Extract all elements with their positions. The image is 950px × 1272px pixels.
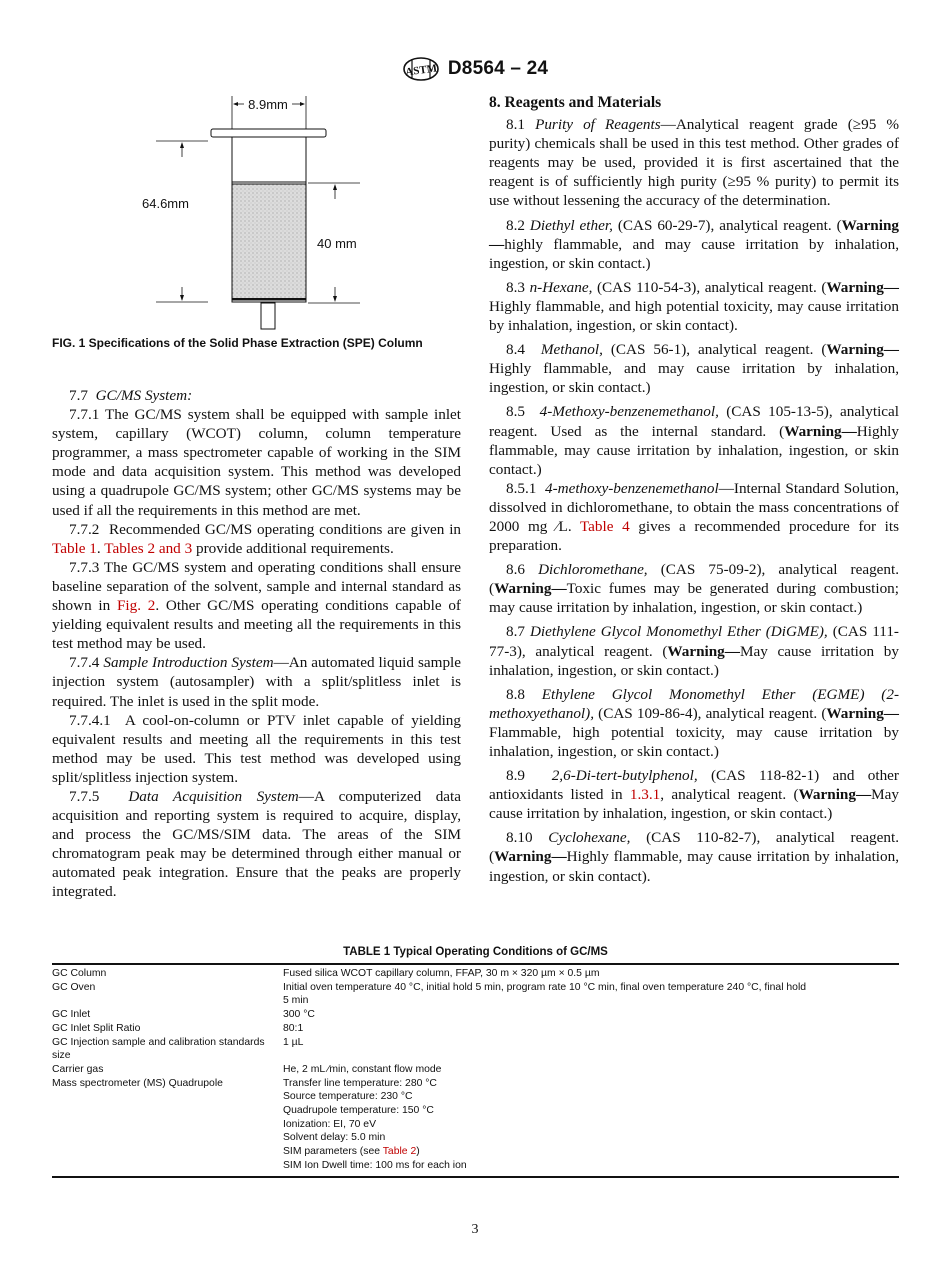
parameter-name: GC Inlet Split Ratio bbox=[52, 1022, 141, 1034]
table-row bbox=[52, 1063, 899, 1077]
operating-conditions-table bbox=[52, 965, 899, 1173]
section-8-10: 8.10 Cyclohexane, (CAS 110-82-7), analytical reagent. (Warning—Highly flammable, may cause irritation by inhalation, ingestion, or skin contact). bbox=[489, 829, 900, 885]
astm-logo-icon bbox=[402, 56, 440, 82]
right-column bbox=[489, 93, 899, 886]
spe-column-diagram bbox=[140, 92, 390, 332]
section-7-7-5: 7.7.5 Data Acquisition System—A computerized data acquisition and reporting system is required to acquire, display, and process the GC/MS/SIM data. The areas of the SIM chromatogram peak may be determined through either manual or automated peak integration. Ensure that the peaks are properly integrated. bbox=[52, 787, 461, 901]
parameter-value bbox=[283, 1008, 899, 1022]
table-1 bbox=[52, 946, 899, 1178]
section-1-3-1-link[interactable]: 1.3.1 bbox=[629, 786, 661, 804]
table-2-link[interactable]: Table 2 bbox=[382, 1146, 417, 1158]
standard-designation: D8564 – 24 bbox=[447, 58, 549, 79]
spe-column-figure bbox=[140, 92, 390, 332]
section-7-7: 7.7 GC/MS System: bbox=[69, 387, 193, 404]
parameter-name: GC Oven bbox=[52, 981, 96, 993]
section-7-7-4-1: 7.7.4.1 A cool-on-column or PTV inlet capable of yielding equivalent results and meeting all the requirements in this test method may be used. This test method was developed using split/splitless injection system. bbox=[52, 711, 461, 786]
section-7-7-2: 7.7.2 Recommended GC/MS operating conditions are given in Table 1. Tables 2 and 3 provide additional requirements. bbox=[52, 520, 462, 557]
table-row bbox=[52, 1008, 899, 1022]
parameter-value bbox=[283, 1036, 899, 1063]
section-8-6: 8.6 Dichloromethane, (CAS 75-09-2), analytical reagent. (Warning—Toxic fumes may be generated during combustion; may cause irritation by inhalation, ingestion, or skin contact.) bbox=[489, 561, 900, 617]
value-line: Quadrupole temperature: 150 °C bbox=[283, 1105, 434, 1117]
tables-2-3-link[interactable]: Tables 2 and 3 bbox=[104, 539, 193, 557]
section-8-7: 8.7 Diethylene Glycol Monomethyl Ether (DiGME), (CAS 111-77-3), analytical reagent. (Warning—May cause irritation by inhalation, ingestion, or skin contact.) bbox=[489, 623, 899, 679]
value-line: 5 min bbox=[283, 995, 309, 1007]
table-1-link[interactable]: Table 1 bbox=[52, 539, 97, 557]
value-line: Initial oven temperature 40 °C, initial hold 5 min, program rate 10 °C min, final oven temperature 240 °C, final hold bbox=[283, 981, 807, 993]
page-number: 3 bbox=[471, 1222, 479, 1237]
value-line: 300 °C bbox=[283, 1009, 315, 1021]
section-8-5: 8.5 4-Methoxy-benzenemethanol, (CAS 105-13-5), analytical reagent. Used as the internal standard. (Warning—Highly flammable, may cause irritation by inhalation, ingestion, or skin contact.) bbox=[489, 403, 900, 478]
value-line: Fused silica WCOT capillary column, FFAP, 30 m × 320 µm × 0.5 µm bbox=[283, 968, 600, 979]
table-bottom-rule bbox=[52, 1176, 899, 1178]
section-8-8: 8.8 Ethylene Glycol Monomethyl Ether (EGME) (2-methoxyethanol), (CAS 109-86-4), analytical reagent. (Warning—Flammable, high potential toxicity, may cause irritation by inhalation, ingestion, or skin contact.) bbox=[489, 685, 900, 760]
table-row bbox=[52, 965, 899, 981]
parameter-value bbox=[283, 1077, 899, 1173]
value-line: 1 µL bbox=[283, 1036, 304, 1048]
value-line: 80:1 bbox=[283, 1022, 304, 1034]
section-8-4: 8.4 Methanol, (CAS 56-1), analytical reagent. (Warning—Highly flammable, and may cause irritation by inhalation, ingestion, or skin contact.) bbox=[489, 341, 899, 397]
svg-text:ASTM: ASTM bbox=[404, 62, 438, 79]
section-7-7-1: 7.7.1 The GC/MS system shall be equipped with sample inlet system, capillary (WCOT) column, column temperature programmer, a mass spectrometer capable of working in the SIM mode and data acquisition system. This method was developed using a quadrupole GC/MS system; other GC/MS systems may be used if all the requirements in this method are met. bbox=[52, 406, 461, 519]
parameter-name: GC Injection sample and calibration standards size bbox=[52, 1036, 265, 1062]
sim-parameters-line: SIM parameters (see Table 2) bbox=[283, 1146, 420, 1158]
bed-height-label: 40 mm bbox=[317, 236, 357, 251]
value-line: Solvent delay: 5.0 min bbox=[283, 1132, 386, 1144]
section-7-7-4: 7.7.4 Sample Introduction System—An automated liquid sample injection system (autosampler) with a split/splitless inlet is required. The inlet is used in the split mode. bbox=[52, 654, 461, 710]
section-7-7-3: 7.7.3 The GC/MS system and operating conditions shall ensure baseline separation of the solvent, sample and internal standard as shown in Fig. 2. Other GC/MS operating conditions capable of yielding equivalent results and meeting all the requirements in this test method may be used. bbox=[52, 558, 461, 653]
table-row bbox=[52, 1036, 899, 1063]
table-row bbox=[52, 981, 899, 1008]
sim-dwell-line: SIM Ion Dwell time: 100 ms for each ion bbox=[283, 1159, 467, 1171]
parameter-name: GC Inlet bbox=[52, 1009, 91, 1021]
parameter-name: GC Column bbox=[52, 968, 107, 979]
value-line: Source temperature: 230 °C bbox=[283, 1091, 413, 1103]
section-8-5-1: 8.5.1 4-methoxy-benzenemethanol—Internal Standard Solution, dissolved in dichloromethane, to obtain the mass concentrations of 2000 mg ⁄L. Table 4 gives a recommended procedure for its preparation. bbox=[489, 479, 899, 555]
table-4-link[interactable]: Table 4 bbox=[579, 517, 630, 535]
total-height-label: 64.6mm bbox=[142, 196, 189, 211]
section-8-9: 8.9 2,6-Di-tert-butylphenol, (CAS 118-82-1) and other antioxidants listed in 1.3.1, analytical reagent. (Warning—May cause irritation by inhalation, ingestion, or skin contact.) bbox=[489, 767, 899, 823]
section-8-1: 8.1 Purity of Reagents—Analytical reagent grade (≥95 % purity) chemicals shall be used in this test method. Other grades of reagents may be used, provided it is first ascertained that the reagent is of sufficiently high purity (≥95 % purity) to permit its use without lessening the accuracy of the determination. bbox=[489, 116, 900, 210]
parameter-value bbox=[283, 965, 899, 981]
parameter-value bbox=[283, 1063, 899, 1077]
fig-2-link[interactable]: Fig. 2 bbox=[116, 597, 156, 615]
value-line: Ionization: EI, 70 eV bbox=[283, 1118, 376, 1130]
left-column bbox=[52, 386, 461, 902]
table-title: TABLE 1 Typical Operating Conditions of GC/MS bbox=[343, 946, 608, 958]
parameter-name: Carrier gas bbox=[52, 1063, 104, 1075]
width-label: 8.9mm bbox=[248, 97, 288, 112]
section-8-2: 8.2 Diethyl ether, (CAS 60-29-7), analytical reagent. (Warning—highly flammable, and may cause irritation by inhalation, ingestion, or skin contact.) bbox=[489, 216, 900, 272]
parameter-value bbox=[283, 1022, 899, 1036]
parameter-name: Mass spectrometer (MS) Quadrupole bbox=[52, 1077, 223, 1089]
page-header bbox=[0, 56, 950, 82]
value-line: He, 2 mL ⁄min, constant flow mode bbox=[283, 1063, 442, 1075]
section-8-heading: 8. Reagents and Materials bbox=[489, 94, 662, 111]
parameter-value bbox=[283, 981, 899, 1008]
figure-caption: FIG. 1 Specifications of the Solid Phase Extraction (SPE) Column bbox=[52, 336, 423, 350]
table-row bbox=[52, 1022, 899, 1036]
value-line: Transfer line temperature: 280 °C bbox=[283, 1077, 437, 1089]
table-row bbox=[52, 1077, 899, 1173]
section-8-3: 8.3 n-Hexane, (CAS 110-54-3), analytical reagent. (Warning—Highly flammable, and high potential toxicity, may cause irritation by inhalation, ingestion, or skin contact). bbox=[489, 278, 899, 335]
